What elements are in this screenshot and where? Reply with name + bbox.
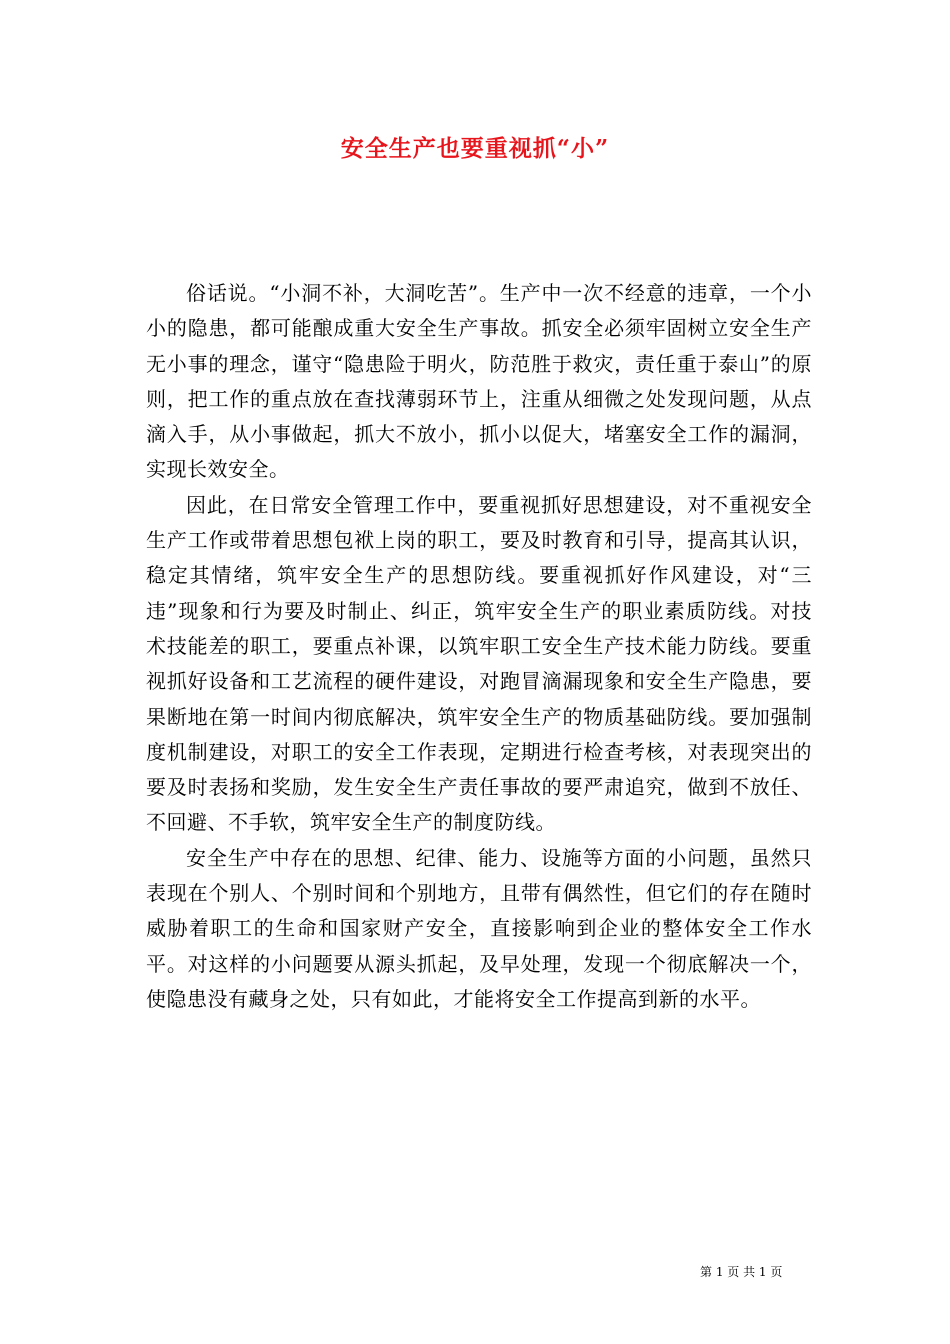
paragraph-2: 因此，在日常安全管理工作中，要重视抓好思想建设，对不重视安全生产工作或带着思想包袱上岗的职工，要及时教育和引导，提高其认识，稳定其情绪，筑牢安全生产的思想防线。要重视抓好作风建设，对“三违”现象和行为要及时制止、纠正，筑牢安全生产的职业素质防线。对技术技能差的职工，要重点补课，以筑牢职工安全生产技术能力防线。要重视抓好设备和工艺流程的硬件建设，对跑冒滴漏现象和安全生产隐患，要果断地在第一时间内彻底解决，筑牢安全生产的物质基础防线。要加强制度机制建设，对职工的安全工作表现，定期进行检查考核，对表现突出的要及时表扬和奖励，发生安全生产责任事故的要严肃追究，做到不放任、不回避、不手软，筑牢安全生产的制度防线。 bbox=[146, 492, 812, 835]
page-number-footer: 第 1 页 共 1 页 bbox=[700, 1265, 783, 1279]
document-title: 安全生产也要重视抓“小” bbox=[340, 135, 610, 162]
document-body bbox=[146, 276, 812, 1017]
paragraph-3: 安全生产中存在的思想、纪律、能力、设施等方面的小问题，虽然只表现在个别人、个别时间和个别地方，且带有偶然性，但它们的存在随时威胁着职工的生命和国家财产安全，直接影响到企业的整体安全工作水平。对这样的小问题要从源头抓起，及早处理，发现一个彻底解决一个，使隐患没有藏身之处，只有如此，才能将安全工作提高到新的水平。 bbox=[146, 845, 812, 1011]
paragraph-1: 俗话说。“小洞不补，大洞吃苦”。生产中一次不经意的违章，一个小小的隐患，都可能酿成重大安全生产事故。抓安全必须牢固树立安全生产无小事的理念，谨守“隐患险于明火，防范胜于救灾，责任重于泰山”的原则，把工作的重点放在查找薄弱环节上，注重从细微之处发现问题，从点滴入手，从小事做起，抓大不放小，抓小以促大，堵塞安全工作的漏洞，实现长效安全。 bbox=[146, 281, 812, 482]
